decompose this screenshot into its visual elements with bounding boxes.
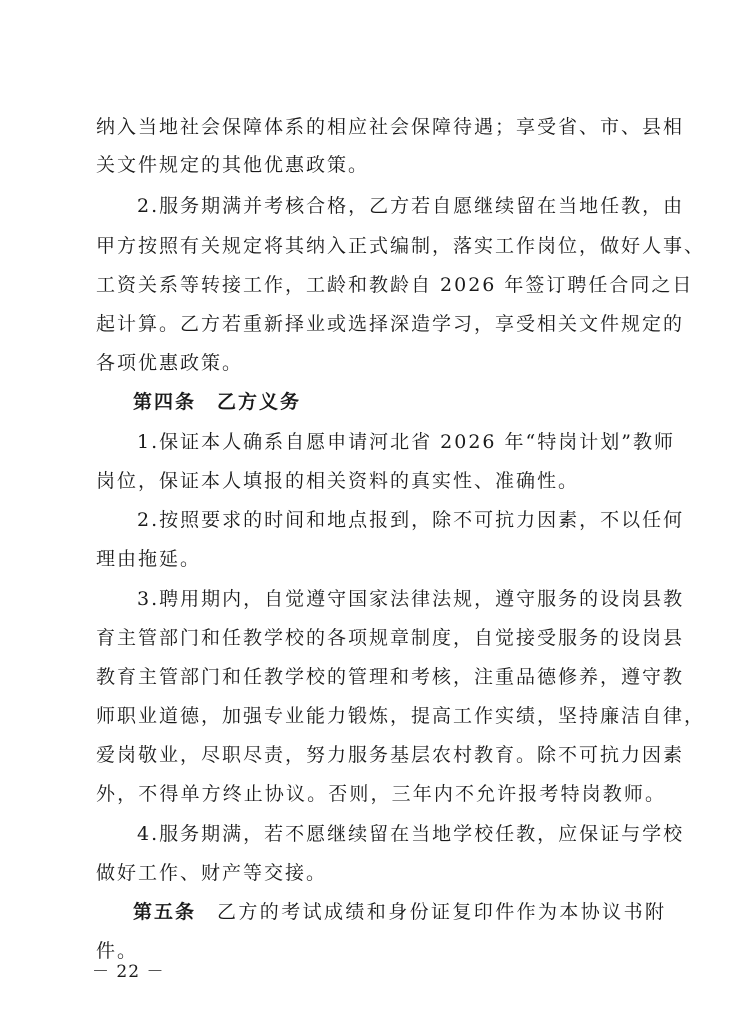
- text-line-2: 关文件规定的其他优惠政策。: [96, 154, 370, 176]
- text-line-17: 爱岗敬业，尽职尽责，努力服务基层农村教育。除不可抗力因素: [96, 744, 685, 766]
- text-line-16: 师职业道德，加强专业能力锻炼，提高工作实绩，坚持廉洁自律，: [96, 705, 706, 727]
- text-line-10: 岗位，保证本人填报的相关资料的真实性、准确性。: [96, 470, 580, 492]
- text-line-7: 各项优惠政策。: [96, 352, 244, 374]
- article-4-heading: 第四条 乙方义务: [133, 391, 302, 413]
- article-5-heading: 第五条: [133, 901, 197, 923]
- text-line-5: 工资关系等转接工作，工龄和教龄自 2026 年签订聘任合同之日: [96, 274, 694, 296]
- text-line-14: 育主管部门和任教学校的各项规章制度，自觉接受服务的设岗县: [96, 627, 685, 649]
- text-line-4: 甲方按照有关规定将其纳入正式编制，落实工作岗位，做好人事、: [96, 235, 706, 257]
- text-line-18: 外，不得单方终止协议。否则，三年内不允许报考特岗教师。: [96, 783, 666, 805]
- text-line-3: 2.服务期满并考核合格，乙方若自愿继续留在当地任教，由: [137, 195, 685, 217]
- text-line-19: 4.服务期满，若不愿继续留在当地学校任教，应保证与学校: [137, 823, 685, 845]
- text-line-15: 教育主管部门和任教学校的管理和考核，注重品德修养，遵守教: [96, 666, 685, 688]
- text-line-13: 3.聘用期内，自觉遵守国家法律法规，遵守服务的设岗县教: [137, 588, 685, 610]
- text-line-20: 做好工作、财产等交接。: [96, 862, 328, 884]
- page-number: － 22 －: [92, 962, 165, 982]
- text-line-9: 1.保证本人确系自愿申请河北省 2026 年“特岗计划”教师: [137, 431, 675, 453]
- text-line-21: 乙方的考试成绩和身份证复印件作为本协议书附: [217, 901, 666, 923]
- text-line-1: 纳入当地社会保障体系的相应社会保障待遇；享受省、市、县相: [96, 116, 685, 138]
- text-line-12: 理由拖延。: [96, 548, 202, 570]
- text-line-22: 件。: [96, 940, 139, 962]
- text-line-11: 2.按照要求的时间和地点报到，除不可抗力因素，不以任何: [137, 509, 685, 531]
- text-line-6: 起计算。乙方若重新择业或选择深造学习，享受相关文件规定的: [96, 313, 685, 335]
